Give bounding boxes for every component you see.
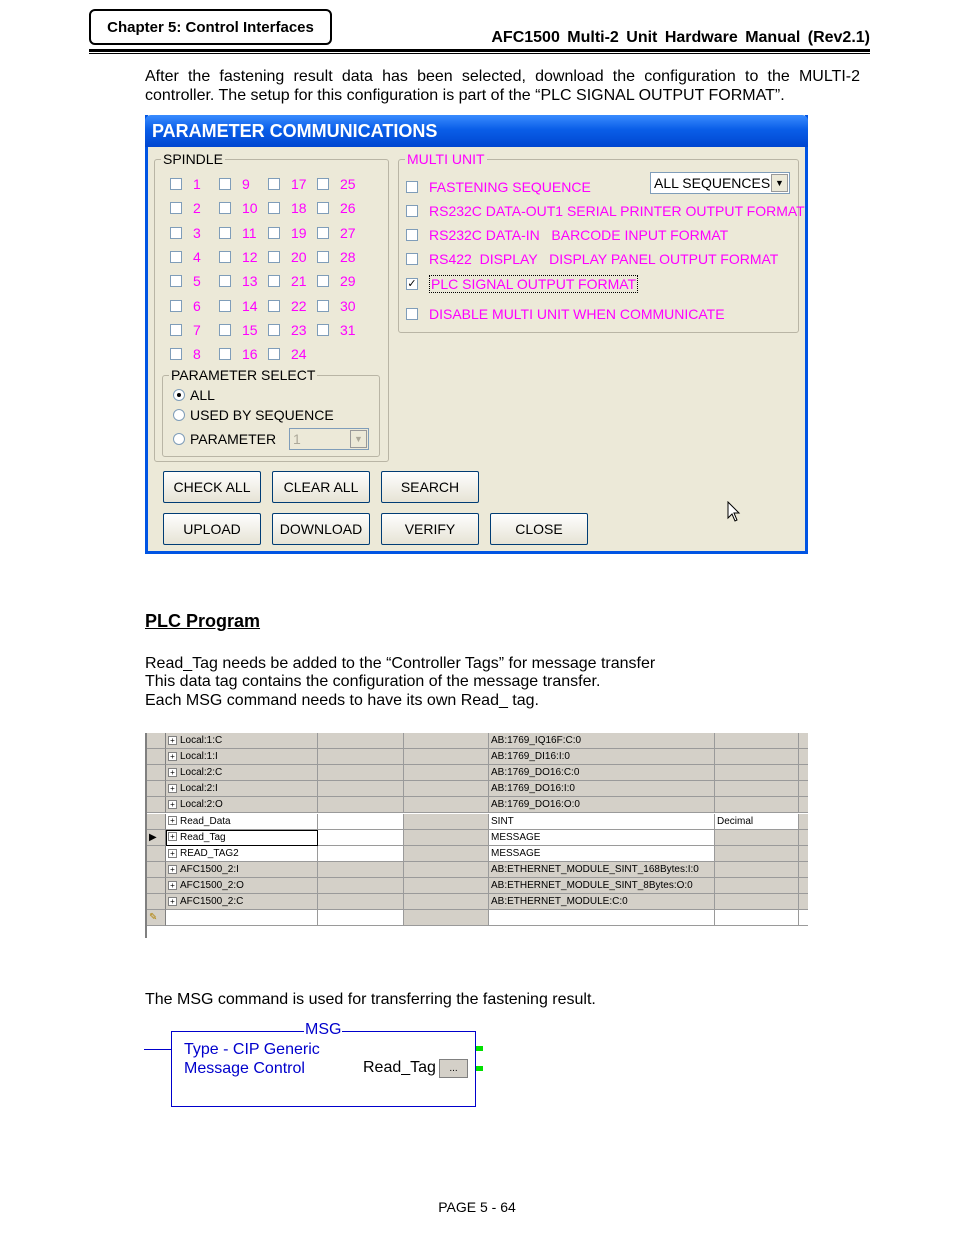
row-selector[interactable] [147,894,166,910]
tag-type-cell[interactable] [489,830,715,846]
spindle-checkbox-box[interactable] [219,251,231,263]
tag-style-cell[interactable] [715,814,799,830]
spindle-checkbox-box[interactable] [268,348,280,360]
row-selector[interactable] [147,862,166,878]
tag-style-cell[interactable] [715,846,799,862]
radio-parameter-label: PARAMETER [190,431,277,447]
spindle-label: 18 [291,200,307,217]
tag-type-cell[interactable] [489,894,715,910]
tag-style-cell[interactable] [715,749,799,765]
tag-cell[interactable] [318,797,404,813]
checkbox-rs232c-data-in[interactable] [406,227,728,243]
spindle-label: 20 [291,248,307,265]
spindle-checkbox[interactable] [317,298,356,314]
tag-name: Local:2:C [180,767,223,779]
tag-cell[interactable] [404,733,489,749]
spindle-checkbox[interactable] [219,249,258,265]
tag-type-cell[interactable] [489,733,715,749]
tag-cell[interactable] [404,878,489,894]
tag-cell [799,814,808,830]
spindle-label: 21 [291,273,307,290]
checkbox-rs232c-data-out-label: RS232C DATA-OUT1 SERIAL PRINTER OUTPUT FORMAT [429,203,805,219]
tag-name-cell[interactable] [166,781,318,797]
spindle-checkbox[interactable] [268,176,307,192]
spindle-checkbox[interactable] [317,176,356,192]
tag-name-cell[interactable] [166,862,318,878]
close-button[interactable]: CLOSE [490,513,588,545]
tag-cell [799,797,808,813]
spindle-checkbox-box[interactable] [219,324,231,336]
checkbox-rs422-display-label: RS422 DISPLAY DISPLAY PANEL OUTPUT FORMAT [429,251,779,267]
tag-type-cell[interactable] [489,749,715,765]
spindle-label: 30 [340,297,356,314]
msg-control-line: Message Control [184,1060,305,1077]
msg-description: The MSG command is used for transferring the fastening result. [145,991,596,1008]
spindle-checkbox-box[interactable] [268,324,280,336]
spindle-checkbox-box[interactable] [268,178,280,190]
spindle-checkbox-box[interactable] [268,300,280,312]
spindle-label: 17 [291,176,307,192]
checkbox-rs232c-data-out-box[interactable] [406,205,418,217]
spindle-label: 19 [291,224,307,241]
expand-icon[interactable]: + [168,736,177,745]
row-selector[interactable] [147,846,166,862]
tag-style-cell[interactable] [715,781,799,797]
spindle-checkbox-box[interactable] [170,324,182,336]
tag-name-cell[interactable] [166,846,318,862]
controller-tags-table [145,733,808,938]
tag-cell[interactable] [318,878,404,894]
spindle-checkbox[interactable] [219,200,258,216]
tag-name: Local:2:I [180,783,218,795]
tag-cell[interactable] [404,830,489,846]
spindle-checkbox[interactable] [317,249,356,265]
radio-all-label: ALL [190,387,215,403]
tag-name-cell[interactable] [166,894,318,910]
row-selector[interactable] [147,830,166,846]
tag-type-cell[interactable] [489,862,715,878]
new-tag-row[interactable] [147,910,808,926]
table-row[interactable] [147,797,808,813]
spindle-checkbox[interactable] [170,225,201,241]
tag-cell [799,781,808,797]
tag-name: AFC1500_2:O [180,879,244,891]
spindle-checkbox-box[interactable] [219,227,231,239]
tag-style-cell[interactable] [715,765,799,781]
page-number: PAGE 5 - 64 [438,1199,516,1215]
radio-all[interactable] [173,387,215,403]
radio-used-by-sequence[interactable] [173,407,334,423]
tag-style-cell[interactable] [715,830,799,846]
tag-type: AB:1769_DO16:I:0 [491,783,575,795]
spindle-checkbox-box[interactable] [317,251,329,263]
tag-cell [799,910,808,926]
expand-icon[interactable]: + [168,849,177,858]
spindle-label: 14 [242,297,258,314]
expand-icon[interactable]: + [168,832,177,841]
tag-name-cell[interactable] [166,733,318,749]
parameter-number-select[interactable] [289,428,369,450]
spindle-checkbox[interactable] [317,225,356,241]
tag-name: AFC1500_2:C [180,896,244,907]
spindle-label: 9 [242,176,250,192]
tag-cell[interactable] [404,846,489,862]
tag-cell[interactable] [166,910,318,926]
tag-type-cell[interactable] [489,846,715,862]
header-rule-thin [89,53,870,54]
spindle-label: 3 [193,224,201,241]
tag-cell[interactable] [318,781,404,797]
tag-cell[interactable] [318,862,404,878]
tag-type: AB:ETHERNET_MODULE_SINT_168Bytes:I:0 [491,863,699,875]
checkbox-rs232c-data-out[interactable] [406,203,805,219]
expand-icon[interactable]: + [168,752,177,761]
tag-cell[interactable] [318,830,404,846]
spindle-checkbox[interactable] [170,298,201,314]
spindle-checkbox-box[interactable] [317,227,329,239]
spindle-checkbox-box[interactable] [170,178,182,190]
row-selector[interactable] [147,733,166,749]
tag-type-cell[interactable] [489,814,715,830]
row-selector[interactable] [147,781,166,797]
tag-name: Local:1:C [180,735,223,746]
tag-cell[interactable] [404,862,489,878]
spindle-checkbox-box[interactable] [317,324,329,336]
chevron-down-icon[interactable]: ▼ [771,174,788,192]
tag-style: Decimal [717,815,754,827]
spindle-checkbox[interactable] [268,249,307,265]
tag-type: AB:1769_DI16:I:0 [491,751,570,763]
search-button[interactable]: SEARCH [381,471,479,503]
table-row[interactable] [147,733,808,749]
tag-cell [799,749,808,765]
radio-parameter-indicator[interactable] [173,433,185,445]
spindle-label: 6 [193,297,201,314]
spindle-checkbox[interactable] [219,298,258,314]
spindle-checkbox-box[interactable] [317,300,329,312]
plc-program-heading: PLC Program [145,611,261,631]
spindle-label: 7 [193,321,201,338]
multi-unit-legend: MULTI UNIT [407,151,485,167]
checkbox-disable-multi-unit-label: DISABLE MULTI UNIT WHEN COMMUNICATE [429,306,725,322]
spindle-checkbox[interactable] [317,322,356,338]
checkbox-disable-multi-unit-box[interactable] [406,308,418,320]
spindle-checkbox[interactable] [219,322,258,338]
spindle-checkbox-box[interactable] [268,202,280,214]
table-row[interactable] [147,830,808,846]
spindle-checkbox[interactable] [317,200,356,216]
checkbox-plc-signal-output-format-label: PLC SIGNAL OUTPUT FORMAT [431,276,637,292]
spindle-label: 24 [291,346,307,363]
tag-type-cell[interactable] [489,765,715,781]
tag-cell [799,846,808,862]
spindle-checkbox-box[interactable] [219,348,231,360]
spindle-checkbox-box[interactable] [219,178,231,190]
spindle-label: 16 [242,346,258,363]
table-row[interactable] [147,862,808,878]
spindle-checkbox-box[interactable] [219,300,231,312]
tag-type-cell[interactable] [489,878,715,894]
spindle-legend: SPINDLE [163,151,223,167]
spindle-label: 5 [193,273,201,290]
expand-icon[interactable]: + [168,865,177,874]
table-row[interactable] [147,894,808,910]
chapter-label: Chapter 5: Control Interfaces [89,9,332,45]
tag-type-cell[interactable] [489,781,715,797]
checkbox-rs232c-data-in-box[interactable] [406,229,418,241]
tag-cell [799,733,808,749]
tag-name: Read_Tag [180,831,226,843]
spindle-checkbox-box[interactable] [268,275,280,287]
parameter-number-value: 1 [293,431,301,447]
tag-cell[interactable] [318,894,404,910]
rung-wire [144,1049,171,1050]
msg-title: MSG [305,1021,342,1038]
tag-cell[interactable] [404,910,489,926]
spindle-label: 22 [291,297,307,314]
tag-style-cell[interactable] [715,862,799,878]
check-all-button[interactable]: CHECK ALL [163,471,261,503]
spindle-checkbox[interactable] [268,298,307,314]
spindle-checkbox[interactable] [317,273,356,289]
spindle-checkbox-box[interactable] [219,202,231,214]
manual-title: AFC1500 Multi-2 Unit Hardware Manual (Rev2.1) [491,29,870,46]
spindle-checkbox[interactable] [219,225,257,241]
spindle-checkbox-box[interactable] [317,202,329,214]
spindle-checkbox-box[interactable] [170,300,182,312]
spindle-checkbox[interactable] [268,273,307,289]
spindle-checkbox[interactable] [268,322,307,338]
tag-cell[interactable] [318,733,404,749]
tag-cell[interactable] [318,814,404,830]
parameter-select-legend: PARAMETER SELECT [171,367,316,383]
spindle-checkbox[interactable] [268,200,307,216]
row-selector[interactable] [147,910,166,926]
spindle-label: 13 [242,273,258,290]
status-indicator-dn [476,1066,483,1071]
spindle-checkbox[interactable] [170,322,201,338]
tag-cell [799,830,808,846]
tag-type: AB:ETHERNET_MODULE:C:0 [491,896,628,907]
expand-icon[interactable]: + [168,768,177,777]
spindle-checkbox[interactable] [268,346,307,362]
checkbox-disable-multi-unit[interactable] [406,306,725,322]
expand-icon[interactable]: + [168,881,177,890]
plc-text-line-1: Read_Tag needs be added to the “Controller Tags” for message transfer [145,655,656,672]
tag-name-cell[interactable] [166,878,318,894]
spindle-label: 2 [193,200,201,217]
spindle-checkbox-box[interactable] [268,227,280,239]
expand-icon[interactable]: + [168,784,177,793]
table-row[interactable] [147,781,808,797]
tag-name-cell[interactable] [166,765,318,781]
tag-type: AB:1769_IQ16F:C:0 [491,735,582,746]
upload-button[interactable]: UPLOAD [163,513,261,545]
spindle-checkbox-box[interactable] [170,348,182,360]
checkbox-rs232c-data-in-label: RS232C DATA-IN BARCODE INPUT FORMAT [429,227,729,243]
dialog-title: PARAMETER COMMUNICATIONS [145,115,808,147]
spindle-checkbox[interactable] [219,346,258,362]
spindle-label: 8 [193,346,201,363]
spindle-checkbox-box[interactable] [317,275,329,287]
tag-cell[interactable] [404,814,489,830]
tag-style-cell[interactable] [715,733,799,749]
expand-icon[interactable]: + [168,897,177,906]
table-row[interactable] [147,814,808,830]
status-indicator-en [476,1046,483,1051]
tag-name: Local:1:I [180,751,218,763]
tag-type: AB:ETHERNET_MODULE_SINT_8Bytes:O:0 [491,879,693,891]
tag-cell[interactable] [318,910,404,926]
spindle-checkbox[interactable] [268,225,307,241]
chevron-down-icon[interactable]: ▼ [350,430,367,448]
checkbox-fastening-sequence-box[interactable] [406,181,418,193]
tag-name: Read_Data [180,815,231,827]
tag-name-cell[interactable] [166,797,318,813]
tag-name-cell[interactable] [166,749,318,765]
table-row[interactable] [147,878,808,894]
tag-style-cell[interactable] [715,894,799,910]
expand-icon[interactable]: + [168,800,177,809]
tag-cell[interactable] [318,765,404,781]
tag-name-cell[interactable] [166,830,318,846]
radio-parameter[interactable] [173,431,276,447]
spindle-label: 31 [340,321,356,338]
row-selector[interactable] [147,878,166,894]
tag-type: AB:1769_DO16:C:0 [491,767,580,779]
spindle-label: 23 [291,321,307,338]
browse-button[interactable]: ... [439,1059,468,1078]
checkbox-plc-signal-output-format[interactable] [406,275,638,293]
tag-cell[interactable] [404,765,489,781]
tag-name: Local:2:O [180,799,223,811]
checkbox-fastening-sequence-label: FASTENING SEQUENCE [429,179,591,195]
spindle-checkbox-box[interactable] [170,275,182,287]
sequence-select-value: ALL SEQUENCES [654,175,771,191]
plc-text-line-3: Each MSG command needs to have its own Read_ tag. [145,692,539,709]
msg-type-line: Type - CIP Generic [184,1041,320,1058]
spindle-checkbox-box[interactable] [170,227,182,239]
tag-cell [799,894,808,910]
table-row[interactable] [147,765,808,781]
row-selector[interactable] [147,765,166,781]
tag-type: MESSAGE [491,831,541,843]
row-pointer-icon: ▶ [149,831,157,843]
tag-type: AB:1769_DO16:O:0 [491,799,580,811]
spindle-checkbox-box[interactable] [268,251,280,263]
spindle-checkbox[interactable] [170,346,201,362]
tag-cell[interactable] [489,910,715,926]
tag-name-cell[interactable] [166,814,318,830]
tag-cell[interactable] [318,846,404,862]
tag-cell[interactable] [318,749,404,765]
row-selector[interactable] [147,814,166,830]
tag-cell[interactable] [404,781,489,797]
verify-button[interactable]: VERIFY [381,513,479,545]
sequence-select[interactable] [650,172,790,194]
spindle-checkbox[interactable] [170,200,201,216]
spindle-checkbox-box[interactable] [317,178,329,190]
spindle-checkbox[interactable] [219,273,258,289]
row-selector[interactable] [147,749,166,765]
parameter-communications-dialog [145,115,808,554]
tag-cell[interactable] [404,797,489,813]
tag-name: AFC1500_2:I [180,863,239,875]
checkbox-rs422-display[interactable] [406,251,778,267]
spindle-label: 25 [340,176,356,192]
tag-cell [799,878,808,894]
tag-cell[interactable] [404,749,489,765]
tag-style-cell[interactable] [715,797,799,813]
tag-cell [799,862,808,878]
radio-used-by-sequence-label: USED BY SEQUENCE [190,407,334,423]
spindle-label: 29 [340,273,356,290]
plc-text-line-2: This data tag contains the configuration of the message transfer. [145,673,601,690]
row-selector[interactable] [147,797,166,813]
table-row[interactable] [147,749,808,765]
msg-control-tag[interactable]: Read_Tag [363,1059,436,1076]
checkbox-rs422-display-box[interactable] [406,253,418,265]
intro-paragraph: After the fastening result data has been selected, download the configuration to the MULTI-2 controller. The setup for this configuration is part of the “PLC SIGNAL OUTPUT FORMAT”. [145,68,860,104]
spindle-label: 1 [193,176,201,192]
tag-type-cell[interactable] [489,797,715,813]
checkbox-fastening-sequence[interactable] [406,179,591,195]
header-rule [89,49,870,52]
spindle-label: 26 [340,200,356,217]
mouse-pointer-icon [727,501,741,523]
tag-cell [799,765,808,781]
expand-icon[interactable]: + [168,816,177,825]
spindle-checkbox-box[interactable] [219,275,231,287]
spindle-checkbox-box[interactable] [170,251,182,263]
spindle-checkbox-box[interactable] [170,202,182,214]
spindle-checkbox[interactable] [170,249,201,265]
spindle-label: 15 [242,321,258,338]
clear-all-button[interactable]: CLEAR ALL [272,471,370,503]
tag-cell[interactable] [715,910,799,926]
spindle-checkbox[interactable] [170,273,201,289]
download-button[interactable]: DOWNLOAD [272,513,370,545]
checkbox-plc-signal-output-format-box[interactable]: ✓ [407,278,417,290]
spindle-label: 10 [242,200,258,217]
tag-style-cell[interactable] [715,878,799,894]
tag-cell[interactable] [404,894,489,910]
spindle-checkbox[interactable] [170,176,201,192]
spindle-label: 11 [242,224,257,241]
tag-name: READ_TAG2 [180,847,239,859]
tag-type: MESSAGE [491,847,541,859]
spindle-label: 4 [193,248,201,265]
table-row[interactable] [147,846,808,862]
new-row-pencil-icon: ✎ [149,912,158,924]
spindle-checkbox[interactable] [219,176,250,192]
spindle-label: 28 [340,248,356,265]
radio-used-by-sequence-indicator[interactable] [173,409,185,421]
tag-type: SINT [491,815,514,827]
spindle-label: 27 [340,224,356,241]
radio-all-indicator[interactable] [173,389,185,401]
spindle-label: 12 [242,248,258,265]
